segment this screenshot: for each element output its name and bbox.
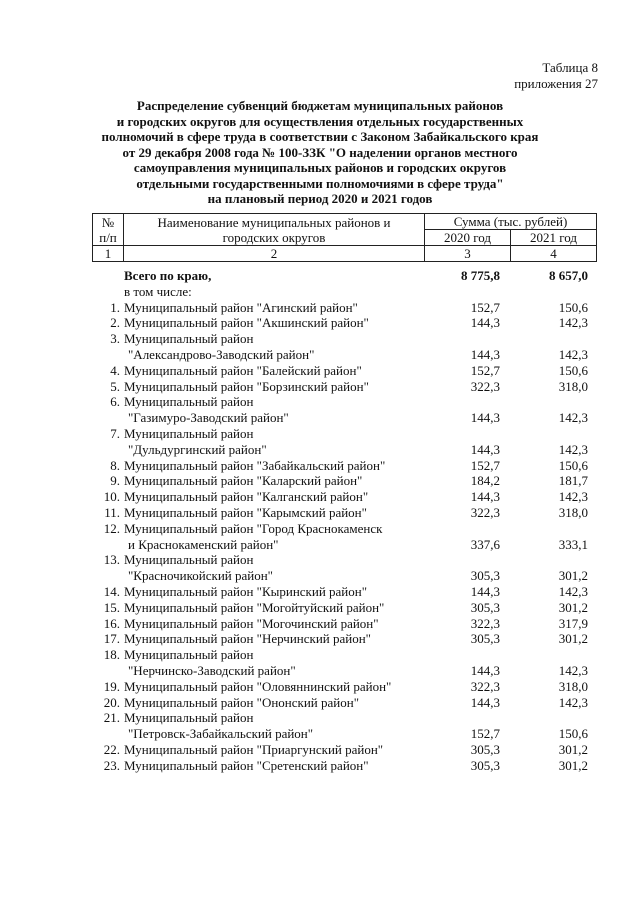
row-number: 1.	[110, 299, 120, 315]
row-number: 23.	[103, 757, 120, 773]
total-label: Всего по краю,	[124, 268, 212, 283]
row-name	[124, 458, 424, 474]
row-name	[124, 710, 424, 742]
total-2021: 8 657,0	[549, 268, 588, 283]
table-row	[0, 379, 640, 395]
row-name-line: Муниципальный район "Балейский район"	[124, 362, 362, 378]
table-row	[0, 458, 640, 474]
row-name	[124, 631, 424, 647]
title-line: отдельными государственными полномочиями в сфере труда"	[136, 175, 504, 191]
table-row	[0, 521, 640, 553]
row-number: 14.	[103, 583, 120, 599]
row-name-line: Муниципальный район	[124, 710, 254, 726]
row-number: 8.	[110, 457, 120, 473]
row-name-line: Муниципальный район "Оловяннинский район"	[124, 678, 392, 694]
row-value-2020: 152,7	[470, 457, 500, 473]
row-name	[124, 394, 424, 426]
row-value-2021: 318,0	[558, 504, 588, 520]
row-value-2021: 318,0	[558, 678, 588, 694]
row-name-line: "Дульдургинский район"	[128, 441, 267, 457]
header-col-3: 3	[425, 246, 511, 262]
row-value-2020: 144,3	[470, 410, 500, 426]
row-value-2021: 318,0	[558, 378, 588, 394]
row-name	[124, 758, 424, 774]
table-row	[0, 616, 640, 632]
row-number: 7.	[110, 425, 120, 441]
table-row	[0, 552, 640, 584]
row-value-2021: 301,2	[558, 741, 588, 757]
header-col-2: 2	[124, 246, 425, 262]
row-name-line: Муниципальный район "Калганский район"	[124, 489, 369, 505]
row-number: 13.	[103, 552, 120, 568]
row-value-2020: 305,3	[470, 631, 500, 647]
row-name-line: Муниципальный район "Нерчинский район"	[124, 631, 371, 647]
row-name-line: Муниципальный район "Приаргунский район"	[124, 741, 384, 757]
row-name	[124, 679, 424, 695]
row-name	[124, 505, 424, 521]
header-year-2021: 2021 год	[511, 230, 597, 246]
row-number: 4.	[110, 362, 120, 378]
table-row	[0, 331, 640, 363]
row-value-2021: 301,2	[558, 631, 588, 647]
row-value-2020: 322,3	[470, 615, 500, 631]
row-name-line: Муниципальный район	[124, 331, 254, 347]
row-value-2020: 305,3	[470, 741, 500, 757]
row-value-2020: 144,3	[470, 583, 500, 599]
row-name-line: "Петровск-Забайкальский район"	[128, 726, 314, 742]
row-name	[124, 363, 424, 379]
table-row	[0, 647, 640, 679]
table-header	[92, 213, 597, 262]
row-name-line: Муниципальный район "Город Краснокаменск	[124, 520, 383, 536]
row-number: 11.	[104, 504, 120, 520]
row-name-line: Муниципальный район "Сретенский район"	[124, 757, 369, 773]
row-number: 6.	[110, 394, 120, 410]
row-number: 2.	[110, 315, 120, 331]
row-value-2021: 142,3	[558, 441, 588, 457]
row-number: 16.	[103, 615, 120, 631]
table-row	[0, 584, 640, 600]
header-year-2020: 2020 год	[425, 230, 511, 246]
row-number: 12.	[103, 520, 120, 536]
row-value-2021: 301,2	[558, 568, 588, 584]
table-body	[0, 268, 640, 774]
row-name	[124, 473, 424, 489]
row-number: 10.	[103, 489, 120, 505]
document-title	[40, 98, 600, 207]
row-name	[124, 521, 424, 553]
row-name	[124, 600, 424, 616]
row-name-line: "Красночикойский район"	[128, 568, 273, 584]
row-value-2021: 142,3	[558, 694, 588, 710]
table-row	[0, 489, 640, 505]
row-name	[124, 616, 424, 632]
row-number: 22.	[103, 741, 120, 757]
row-value-2020: 337,6	[470, 536, 500, 552]
table-row	[0, 315, 640, 331]
title-line: полномочий в сфере труда в соответствии с Законом Забайкальского края	[101, 129, 539, 144]
header-number: № п/п	[93, 214, 124, 246]
row-name	[124, 489, 424, 505]
title-line: самоуправления муниципальных районов и городских округов	[133, 160, 507, 175]
table-row	[0, 394, 640, 426]
row-value-2021: 142,3	[558, 489, 588, 505]
header-sum: Сумма (тыс. рублей)	[425, 214, 597, 230]
row-name	[124, 584, 424, 600]
row-number: 9.	[110, 473, 120, 489]
row-name-line: Муниципальный район "Могочинский район"	[124, 615, 379, 631]
row-number: 3.	[110, 331, 120, 347]
row-number: 15.	[103, 599, 120, 615]
header-col-4: 4	[511, 246, 597, 262]
row-value-2020: 184,2	[470, 473, 500, 489]
row-name-line: Муниципальный район "Забайкальский район"	[124, 457, 386, 473]
row-value-2021: 150,6	[558, 362, 588, 378]
table-row	[0, 695, 640, 711]
row-name	[124, 552, 424, 584]
row-name-line: Муниципальный район "Карымский район"	[124, 504, 367, 520]
row-name-line: Муниципальный район "Борзинский район"	[124, 378, 369, 394]
row-value-2021: 181,7	[558, 473, 588, 489]
row-value-2020: 322,3	[470, 504, 500, 520]
row-name-line: Муниципальный район "Ононский район"	[124, 694, 360, 710]
row-name-line: "Нерчинско-Заводский район"	[128, 662, 296, 678]
table-number: Таблица 8	[542, 60, 598, 75]
row-name-line: Муниципальный район "Каларский район"	[124, 473, 363, 489]
row-value-2021: 142,3	[558, 583, 588, 599]
title-line: на плановый период 2020 и 2021 годов	[207, 191, 433, 206]
row-value-2020: 305,3	[470, 568, 500, 584]
table-row	[0, 600, 640, 616]
row-value-2020: 144,3	[470, 346, 500, 362]
table-reference	[514, 60, 598, 92]
row-value-2020: 144,3	[470, 441, 500, 457]
row-name	[124, 695, 424, 711]
title-line: от 29 декабря 2008 года № 100-ЗЗК "О наделении органов местного	[122, 144, 518, 160]
table-row	[0, 426, 640, 458]
row-value-2020: 305,3	[470, 599, 500, 615]
table-row	[0, 742, 640, 758]
row-name	[124, 331, 424, 363]
row-value-2020: 144,3	[470, 315, 500, 331]
row-value-2021: 317,9	[558, 615, 588, 631]
table-row	[0, 679, 640, 695]
row-number: 17.	[103, 631, 120, 647]
row-value-2020: 305,3	[470, 757, 500, 773]
row-name	[124, 315, 424, 331]
row-name-line: Муниципальный район	[124, 394, 254, 410]
row-value-2021: 142,3	[558, 410, 588, 426]
row-value-2021: 150,6	[558, 726, 588, 742]
row-value-2020: 144,3	[470, 489, 500, 505]
row-value-2020: 152,7	[470, 299, 500, 315]
table-row	[0, 473, 640, 489]
row-value-2020: 152,7	[470, 362, 500, 378]
row-number: 20.	[103, 694, 120, 710]
row-name-line: Муниципальный район	[124, 552, 254, 568]
row-value-2021: 150,6	[558, 299, 588, 315]
row-value-2021: 150,6	[558, 457, 588, 473]
row-name-line: Муниципальный район "Кыринский район"	[124, 583, 368, 599]
including-row	[0, 284, 640, 300]
title-line: Распределение субвенций бюджетам муниципальных районов	[136, 98, 504, 113]
table-row	[0, 758, 640, 774]
row-value-2021: 333,1	[558, 536, 588, 552]
appendix-number: приложения 27	[514, 76, 598, 91]
row-name	[124, 647, 424, 679]
row-name-line: Муниципальный район "Акшинский район"	[124, 315, 369, 331]
row-name-line: и Краснокаменский район"	[128, 536, 279, 552]
table-row	[0, 300, 640, 316]
including-label: в том числе:	[124, 283, 192, 299]
row-value-2020: 322,3	[470, 378, 500, 394]
row-name-line: Муниципальный район	[124, 647, 254, 663]
row-name-line: Муниципальный район "Могойтуйский район"	[124, 599, 385, 615]
table-row	[0, 631, 640, 647]
row-value-2021: 142,3	[558, 315, 588, 331]
row-value-2021: 301,2	[558, 757, 588, 773]
table-row	[0, 505, 640, 521]
total-2020: 8 775,8	[461, 268, 500, 283]
row-value-2020: 152,7	[470, 726, 500, 742]
row-name	[124, 426, 424, 458]
row-number: 19.	[103, 678, 120, 694]
row-name-line: "Газимуро-Заводский район"	[128, 410, 289, 426]
title-line: и городских округов для осуществления отдельных государственных	[116, 113, 524, 129]
header-name: Наименование муниципальных районов и городских округов	[124, 214, 425, 246]
row-name	[124, 742, 424, 758]
row-name-line: Муниципальный район	[124, 425, 254, 441]
row-name-line: Муниципальный район "Агинский район"	[124, 299, 358, 315]
row-name	[124, 379, 424, 395]
row-number: 5.	[110, 378, 120, 394]
row-value-2021: 301,2	[558, 599, 588, 615]
table-row	[0, 363, 640, 379]
header-col-1: 1	[93, 246, 124, 262]
row-value-2021: 142,3	[558, 346, 588, 362]
row-value-2020: 144,3	[470, 662, 500, 678]
row-value-2020: 144,3	[470, 694, 500, 710]
table-row	[0, 710, 640, 742]
row-name-line: "Александрово-Заводский район"	[128, 346, 315, 362]
row-value-2020: 322,3	[470, 678, 500, 694]
row-number: 21.	[103, 710, 120, 726]
row-value-2021: 142,3	[558, 662, 588, 678]
row-number: 18.	[103, 647, 120, 663]
row-name	[124, 300, 424, 316]
total-row	[0, 268, 640, 284]
